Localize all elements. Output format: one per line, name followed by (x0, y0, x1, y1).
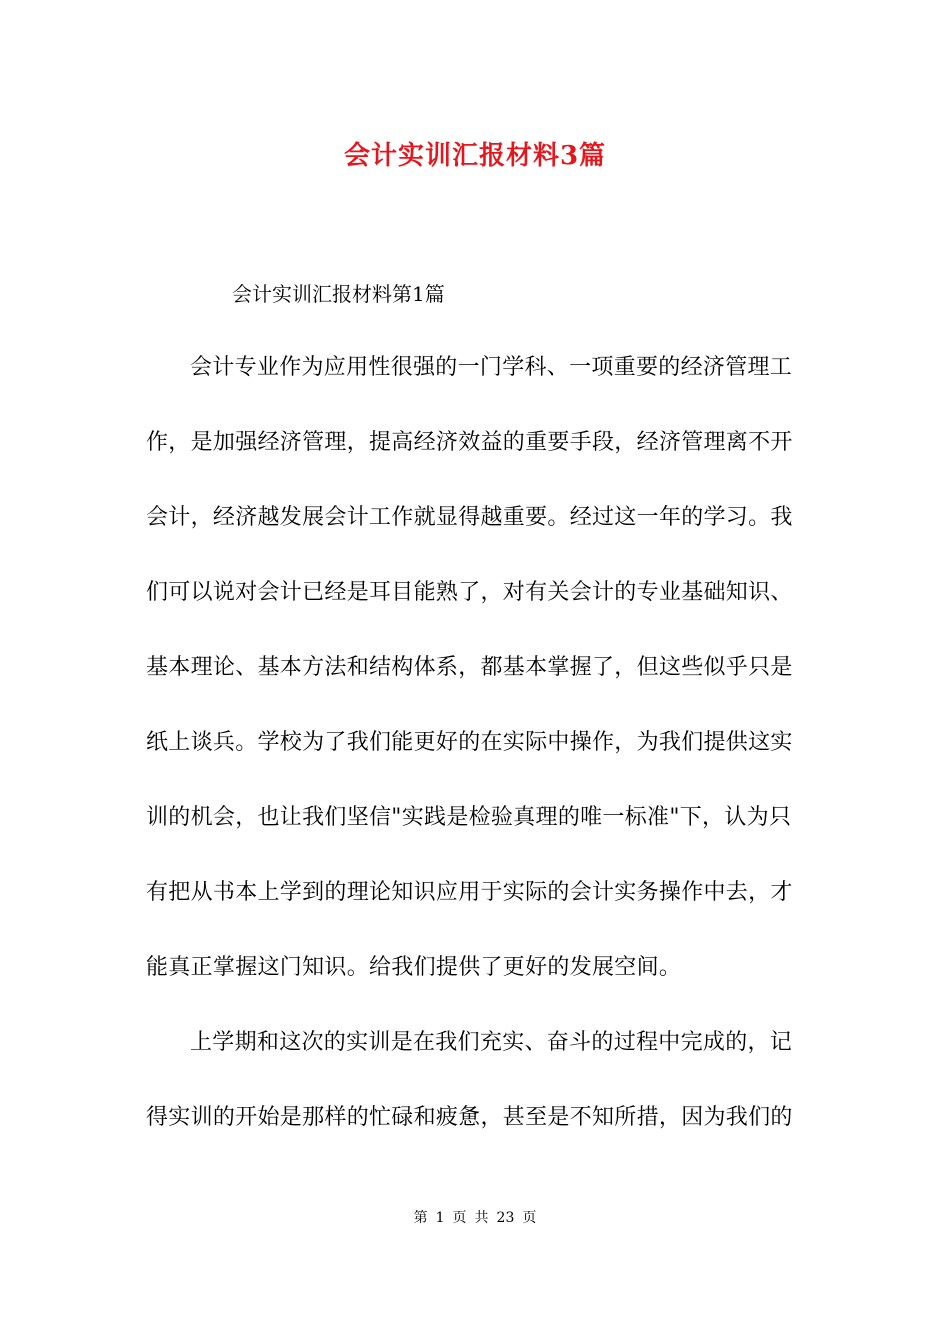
section-heading: 会计实训汇报材料第1篇 (232, 282, 445, 306)
paragraph-2-line-1: 上学期和这次的实训是在我们充实、奋斗的过程中完成的，记 (190, 1030, 793, 1055)
paragraph-2-line-2: 得实训的开始是那样的忙碌和疲惫，甚至是不知所措，因为我们的 (146, 1105, 793, 1130)
paragraph-1-line-5: 基本理论、基本方法和结构体系，都基本掌握了，但这些似乎只是 (146, 655, 793, 680)
footer-current-page: 1 (435, 1210, 445, 1226)
footer-total-prefix: 共 (474, 1210, 489, 1226)
page-footer (0, 1206, 950, 1230)
footer-total-label: 页 (522, 1210, 537, 1226)
footer-page-prefix: 第 (413, 1210, 428, 1226)
paragraph-1-line-4: 们可以说对会计已经是耳目能熟了，对有关会计的专业基础知识、 (146, 580, 793, 605)
paragraph-1-line-2: 作，是加强经济管理，提高经济效益的重要手段，经济管理离不开 (146, 430, 793, 455)
paragraph-1-line-8: 有把从书本上学到的理论知识应用于实际的会计实务操作中去，才 (146, 880, 793, 905)
document-title: 会计实训汇报材料3篇 (343, 141, 607, 171)
paragraph-1-line-6: 纸上谈兵。学校为了我们能更好的在实际中操作，为我们提供这实 (146, 730, 793, 755)
paragraph-1-line-9: 能真正掌握这门知识。给我们提供了更好的发展空间。 (146, 955, 682, 980)
paragraph-1-line-3: 会计，经济越发展会计工作就显得越重要。经过这一年的学习。我 (146, 505, 793, 530)
footer-page-label: 页 (452, 1210, 467, 1226)
footer-total-pages: 23 (496, 1210, 515, 1226)
paragraph-1-line-7: 训的机会，也让我们坚信"实践是检验真理的唯一标准"下，认为只 (146, 805, 792, 830)
paragraph-1-line-1: 会计专业作为应用性很强的一门学科、一项重要的经济管理工 (190, 355, 793, 380)
